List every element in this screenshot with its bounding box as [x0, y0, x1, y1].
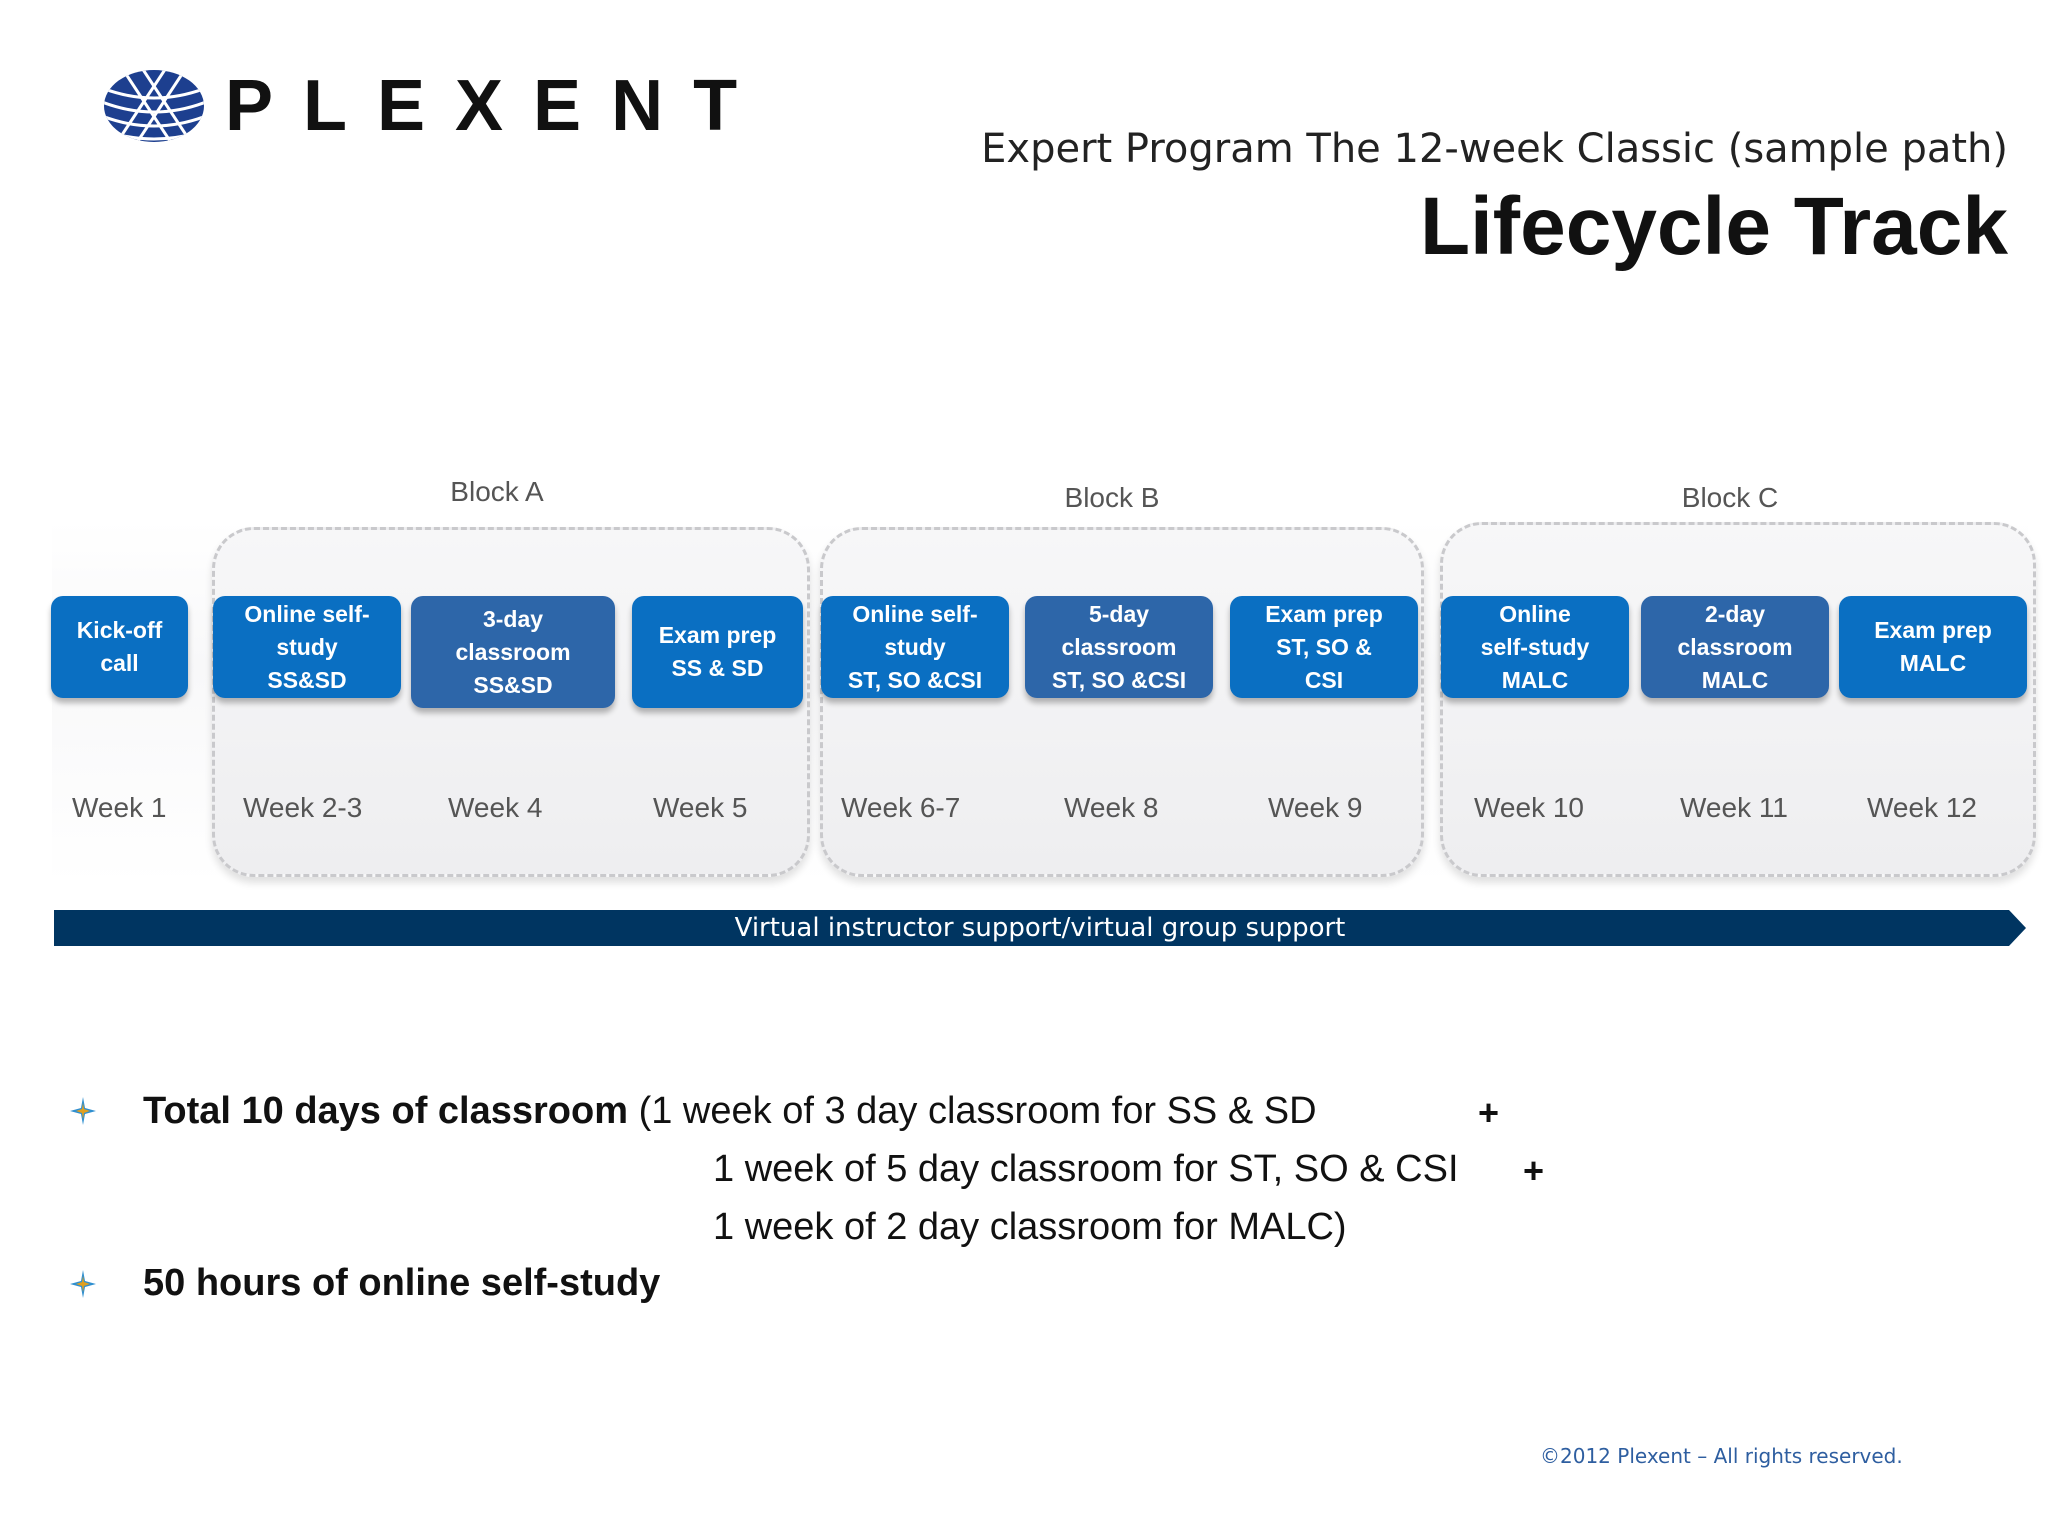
week-label-11: Week 11 — [1680, 792, 1788, 823]
step-3-day-classroom-ss-sd: 3-day classroom SS&SD — [411, 596, 615, 708]
step-online-self-study-st-so-csi: Online self- study ST, SO &CSI — [821, 596, 1009, 698]
week-label-10: Week 10 — [1474, 792, 1584, 823]
step-2-day-classroom-malc: 2-day classroom MALC — [1641, 596, 1829, 698]
summary-line-4 — [143, 1262, 660, 1305]
block-b-label: Block B — [1064, 482, 1160, 513]
week-label-8: Week 8 — [1064, 792, 1159, 823]
step-5-day-classroom-st-so-csi: 5-day classroom ST, SO &CSI — [1025, 596, 1213, 698]
support-bar-label: Virtual instructor support/virtual group support — [734, 913, 1346, 943]
sparkle-bullet-icon — [70, 1270, 96, 1298]
summary-rest-text: (1 week of 3 day classroom for SS & SD — [628, 1090, 1317, 1132]
step-exam-prep-malc: Exam prep MALC — [1839, 596, 2027, 698]
page-subtitle: Expert Program The 12-week Classic (sample path) — [981, 126, 2008, 172]
week-label-12: Week 12 — [1867, 792, 1977, 823]
plus-sign-2: + — [1523, 1150, 1545, 1191]
summary-line-2: 1 week of 5 day classroom for ST, SO & CSI — [713, 1148, 1459, 1190]
summary-line-3: 1 week of 2 day classroom for MALC) — [713, 1206, 1347, 1248]
week-label-5: Week 5 — [653, 792, 748, 823]
week-label-2-3: Week 2-3 — [243, 792, 363, 823]
week-label-6-7: Week 6-7 — [841, 792, 961, 823]
step-exam-prep-ss-sd: Exam prep SS & SD — [632, 596, 803, 708]
week-label-4: Week 4 — [448, 792, 543, 823]
page-title: Lifecycle Track — [1419, 181, 2008, 272]
week-label-9: Week 9 — [1268, 792, 1363, 823]
block-c-label: Block C — [1681, 482, 1779, 513]
copyright-text: ©2012 Plexent – All rights reserved. — [1540, 1444, 1903, 1468]
plexent-logo-text: PLEXENT — [225, 66, 768, 146]
step-online-self-study-ss-sd: Online self- study SS&SD — [213, 596, 401, 698]
summary-bold-text: Total 10 days of classroom — [143, 1090, 629, 1132]
summary-line-1 — [143, 1090, 1317, 1133]
block-a-label: Block A — [450, 476, 544, 507]
plus-sign-1: + — [1478, 1092, 1500, 1133]
plexent-globe-icon — [102, 68, 206, 144]
step-exam-prep-st-so-csi: Exam prep ST, SO & CSI — [1230, 596, 1418, 698]
block-b-container — [820, 527, 1424, 877]
step-kickoff-call: Kick-off call — [51, 596, 188, 698]
sparkle-bullet-icon — [70, 1097, 96, 1125]
online-hours-text: 50 hours of online self-study — [143, 1262, 661, 1304]
step-online-self-study-malc: Online self-study MALC — [1441, 596, 1629, 698]
week-label-1: Week 1 — [72, 792, 167, 823]
